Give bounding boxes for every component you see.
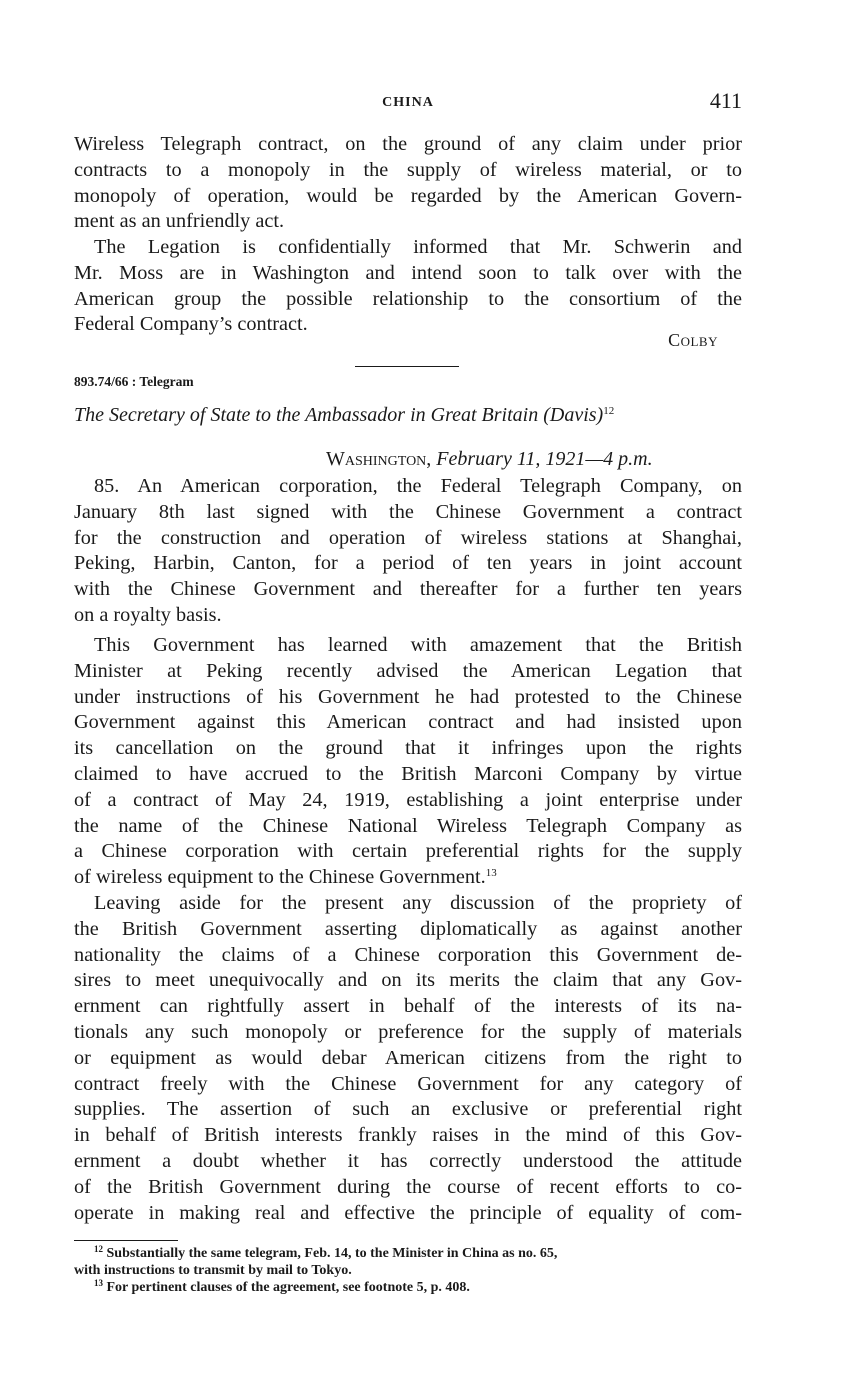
text-line: 85. An American corporation, the Federal Telegraph Company, on [94, 475, 742, 497]
text-line: Wireless Telegraph contract, on the ground of any claim under prior [74, 133, 742, 155]
footnote-marker: 12 [94, 1244, 103, 1254]
footnote-text: For pertinent clauses of the agreement, see footnote 5, p. 408. [106, 1280, 470, 1295]
text-line: supplies. The assertion of such an exclusive or preferential right [74, 1098, 742, 1121]
text-line: on a royalty basis. [74, 603, 222, 626]
text-line: the name of the Chinese National Wireless Telegraph Company as [74, 814, 742, 837]
legation-paragraph [74, 235, 742, 338]
document-heading [74, 404, 614, 427]
text-line: with the Chinese Government and thereafter for a further ten years [74, 578, 742, 601]
text-line: sires to meet unequivocally and on its merits the claim that any Gov- [74, 969, 742, 992]
text-line: for the construction and operation of wireless stations at Shanghai, [74, 526, 742, 549]
text-line: contracts to a monopoly in the supply of wireless material, or to [74, 158, 742, 181]
text-line: Leaving aside for the present any discussion of the propriety of [94, 892, 742, 914]
footnote-text: with instructions to transmit by mail to Tokyo. [74, 1263, 352, 1278]
footnote-marker: 13 [94, 1278, 103, 1288]
paragraph-amazement [74, 633, 742, 891]
text-line: the British Government asserting diplomatically as against another [74, 917, 742, 940]
running-title: CHINA [382, 95, 434, 110]
text-line: of the British Government during the course of recent efforts to co- [74, 1175, 742, 1198]
footnote-divider [74, 1240, 178, 1241]
text-line: or equipment as would debar American citizens from the right to [74, 1046, 742, 1069]
text-line: Minister at Peking recently advised the American Legation that [74, 659, 742, 682]
text-line: American group the possible relationship to the consortium of the [74, 287, 742, 310]
paragraph-85 [74, 474, 742, 629]
section-divider [355, 366, 459, 367]
text-line: January 8th last signed with the Chinese Government a contract [74, 500, 742, 523]
text-line: Federal Company’s contract. [74, 313, 308, 336]
footnote-12 [74, 1245, 742, 1262]
text-line: Government against this American contract and had insisted upon [74, 711, 742, 734]
text-line: of a contract of May 24, 1919, establishing a joint enterprise under [74, 788, 742, 811]
text-line: The Legation is confidentially informed that Mr. Schwerin and [94, 236, 742, 258]
footnotes [74, 1245, 742, 1296]
text-line: operate in making real and effective the principle of equality of com- [74, 1201, 742, 1224]
page-number: 411 [709, 88, 742, 113]
text-line: nationality the claims of a Chinese corporation this Government de- [74, 943, 742, 966]
footnote-13 [74, 1279, 742, 1296]
dateline [326, 448, 653, 471]
text-line [74, 865, 742, 891]
line-text: of wireless equipment to the Chinese Government. [74, 866, 486, 889]
signature: Colby [668, 330, 718, 350]
text-line: ernment a doubt whether it has correctly understood the attitude [74, 1149, 742, 1172]
text-line: contract freely with the Chinese Government for any category of [74, 1072, 742, 1095]
text-line: ernment can rightfully assert in behalf of the interests of its na- [74, 995, 742, 1018]
paragraph-leaving-aside [74, 891, 742, 1226]
text-line: Mr. Moss are in Washington and intend soon to talk over with the [74, 261, 742, 284]
dateline-place: Washington, [326, 448, 432, 470]
text-line: ment as an unfriendly act. [74, 210, 285, 233]
footnote-ref: 12 [603, 405, 615, 417]
footnote-ref: 13 [485, 867, 497, 880]
text-line: under instructions of his Government he had protested to the Chinese [74, 685, 742, 708]
text-line: claimed to have accrued to the British Marconi Company by virtue [74, 762, 742, 785]
text-line: monopoly of operation, would be regarded by the American Govern- [74, 184, 742, 207]
heading-text: The Secretary of State to the Ambassador in Great Britain (Davis) [74, 404, 604, 426]
dateline-date: February 11, 1921—4 p.m. [436, 448, 653, 470]
continuation-paragraph [74, 132, 742, 235]
running-head [74, 88, 742, 118]
text-line: tionals any such monopoly or preference for the supply of materials [74, 1020, 742, 1043]
file-reference: 893.74/66 : Telegram [74, 374, 194, 389]
text-line: This Government has learned with amazement that the British [94, 634, 742, 656]
text-line: in behalf of British interests frankly raises in the mind of this Gov- [74, 1124, 742, 1147]
text-line: Peking, Harbin, Canton, for a period of ten years in joint account [74, 552, 742, 575]
text-line: its cancellation on the ground that it infringes upon the rights [74, 737, 742, 760]
text-line: a Chinese corporation with certain preferential rights for the supply [74, 840, 742, 863]
footnote-text: Substantially the same telegram, Feb. 14, to the Minister in China as no. 65, [106, 1246, 558, 1261]
